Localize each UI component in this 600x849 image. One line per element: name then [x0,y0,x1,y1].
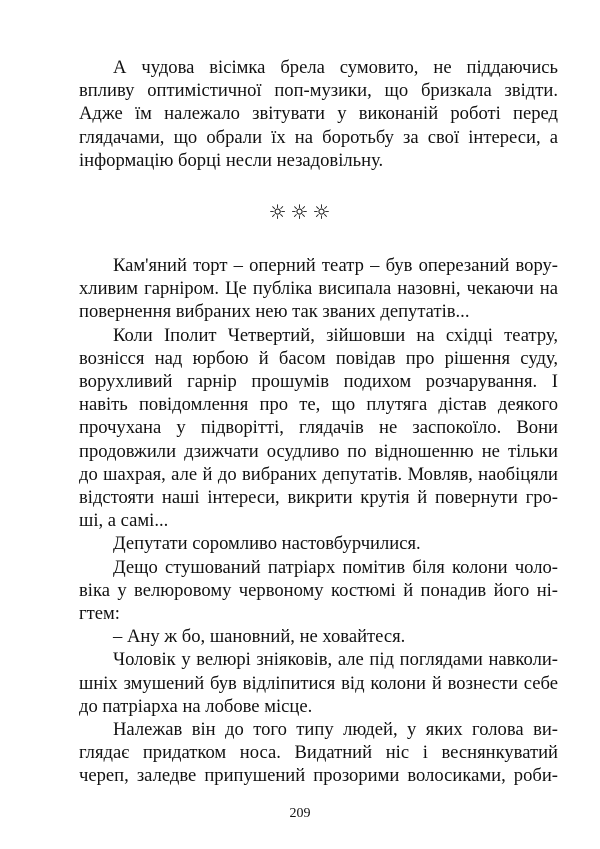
text-line: Коли Іполит Четвертий, зійшовши на східці театру, [113,324,558,346]
text-line: гтем: [79,603,120,625]
paragraph-6 [45,625,558,648]
text-line: віка у велюровому червоному костюмі й понадив його ні- [79,579,558,601]
text-line: Депутати соромливо настовбурчилися. [113,533,421,555]
paragraph-1 [45,56,558,172]
text-line: відстояти наші інтереси, викрити крутія й повернути гро- [79,487,558,509]
text-line: Належав він до того типу людей, у яких голова ви- [113,719,558,741]
text-line: хливим гарніром. Це публіка висипала назовні, чекаючи на [79,278,558,300]
text-line: інформацію борці несли незадовільну. [79,149,384,171]
text-line: глядачами, що обрали їх на боротьбу за свої інтереси, а [79,126,558,148]
section-separator: ☼☼☼ [268,200,335,225]
text-line: Чоловік у велюрі зніяковів, але під поглядами навколи- [113,649,558,671]
paragraph-4 [45,532,558,555]
text-line: до патріарха на лобове місце. [79,695,313,717]
text-line: Дещо стушований патріарх помітив біля колони чоло- [113,556,558,578]
page-body [45,56,558,788]
text-line: шніх змушений був відліпитися від колони й вознести себе [79,672,558,694]
text-line: Адже їм належало звітувати у виконаній роботі перед [79,103,558,125]
text-line: навіть повідомлення про те, що плутяга дістав деякого [79,394,558,416]
text-line: ворухливий гарнір прошумів подихом розчарування. І [79,371,558,393]
paragraph-3 [45,324,558,533]
text-line: продовжили дзижчати осудливо по відношенню не тільки [79,440,558,462]
paragraph-8 [45,718,558,788]
text-line: Кам'яний торт – оперний театр – був оперезаний вору- [113,255,558,277]
text-line: ші, а самі... [79,510,169,532]
page-number: 209 [289,806,311,821]
text-line: повернення вибраних нею так званих депутатів... [79,301,470,323]
text-line: прочухана у підворітті, глядачів не заспокоїло. Вони [79,417,558,439]
text-line: вознісся над юрбою й басом повідав про рішення суду, [79,347,558,369]
text-line: впливу оптимістичної поп-музики, що бризкала звідти. [79,80,558,102]
paragraph-2 [45,254,558,324]
text-line: череп, заледве припушений прозорими волосиками, роби- [79,765,558,787]
text-line: глядає придатком носа. Видатний ніс і веснянкуватий [79,742,558,764]
text-line: – Ану ж бо, шановний, не ховайтеся. [113,626,406,648]
paragraph-7 [45,648,558,718]
text-line: до шахрая, але й до вибраних депутатів. Мовляв, наобіцяли [79,463,558,485]
text-line: А чудова вісімка брела сумовито, не піддаючись [113,57,558,78]
paragraph-5 [45,556,558,626]
